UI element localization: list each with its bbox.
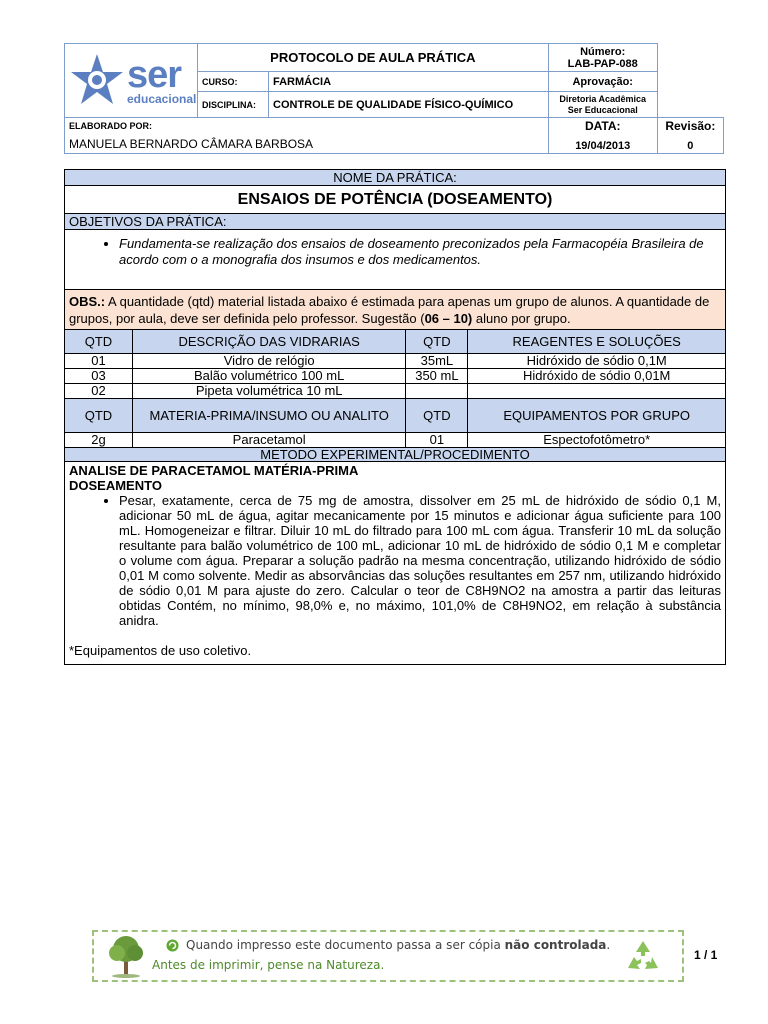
table-row bbox=[65, 384, 726, 399]
col-qtd2-header: QTD bbox=[406, 330, 468, 354]
col-equipamentos-header: EQUIPAMENTOS POR GRUPO bbox=[468, 399, 726, 433]
reagente-cell: Hidróxido de sódio 0,01M bbox=[468, 369, 726, 384]
equipamento-cell: Espectofotômetro* bbox=[468, 433, 726, 448]
footnote: *Equipamentos de uso coletivo. bbox=[69, 643, 252, 658]
qtd-cell: 03 bbox=[65, 369, 133, 384]
numero-cell bbox=[548, 44, 657, 72]
numero-value: LAB-PAP-088 bbox=[567, 57, 638, 70]
data-label: DATA: bbox=[584, 119, 621, 133]
aprovacao-line1: Diretoria Acadêmica bbox=[559, 93, 647, 104]
revisao-label: Revisão: bbox=[665, 119, 716, 133]
col-qtd4-header: QTD bbox=[406, 399, 468, 433]
header-table bbox=[64, 43, 724, 154]
objectives-cell bbox=[65, 230, 726, 290]
data-cell bbox=[548, 118, 657, 154]
aprovacao-label: Aprovação: bbox=[548, 72, 657, 92]
objectives-label: OBJETIVOS DA PRÁTICA: bbox=[65, 214, 726, 230]
method-label: METODO EXPERIMENTAL/PROCEDIMENTO bbox=[65, 448, 726, 462]
practice-name: ENSAIOS DE POTÊNCIA (DOSEAMENTO) bbox=[65, 186, 726, 214]
table-row bbox=[65, 369, 726, 384]
obs-cell bbox=[65, 290, 726, 330]
revisao-value: 0 bbox=[687, 140, 694, 152]
method-subheading: DOSEAMENTO bbox=[69, 478, 162, 493]
vidraria-cell: Vidro de relógio bbox=[132, 354, 406, 369]
footer-banner bbox=[92, 930, 684, 982]
method-cell bbox=[65, 462, 726, 665]
obs-suggestion: 06 – 10) bbox=[424, 310, 473, 326]
qtd-cell: 01 bbox=[65, 354, 133, 369]
elaborado-value: MANUELA BERNARDO CÂMARA BARBOSA bbox=[69, 137, 314, 151]
page-number: 1 / 1 bbox=[694, 948, 718, 962]
col-qtd3-header: QTD bbox=[65, 399, 133, 433]
qtd-cell: 2g bbox=[65, 433, 133, 448]
col-qtd-header: QTD bbox=[65, 330, 133, 354]
logo-wordmark: ser bbox=[127, 53, 182, 96]
obs-text: A quantidade (qtd) material listada abaixo é estimada para apenas um grupo de alunos. A quantidade de grupos, por aula, deve ser definida pelo professor. Sugestão ( bbox=[69, 293, 710, 326]
recycle-badge-icon bbox=[166, 939, 179, 952]
procedure-item: • Pesar, exatamente, cerca de 75 mg de amostra, dissolver em 25 mL de hidróxido de sódio 0,1 M, adicionar 50 mL de água, agitar mecanicamente por 15 minutos e adicionar água suficiente para 100 mL. Homogeneizar e filtrar. Diluir 10 mL do filtrado para 100 mL com água. Transferir 10 mL da solução resultante para balão volumétrico de 100 mL, adicionar 10 mL de hidróxido de sódio 0,1 M e completar o volume com água. Preparar a solução padrão na mesma concentração, utilizando hidróxido de sódio 0,01 M como solvente. Medir as absorvâncias das soluções resultantes em 257 nm, utilizando hidróxido de sódio 0,01 M para ajuste do zero. Calcular o teor de C8H9NO2 na amostra a partir das leituras obtidas Contém, no mínimo, 98,0% e, no máximo, 101,0% de C8H9NO2, em relação à substância anidra. bbox=[119, 493, 721, 628]
revisao-cell bbox=[657, 118, 723, 154]
qtd-cell: 01 bbox=[406, 433, 468, 448]
practice-table bbox=[64, 169, 726, 665]
reagente-cell: Hidróxido de sódio 0,1M bbox=[468, 354, 726, 369]
col-materia-prima-header: MATERIA-PRIMA/INSUMO OU ANALITO bbox=[132, 399, 406, 433]
qtd-cell: 02 bbox=[65, 384, 133, 399]
qtd-cell: 350 mL bbox=[406, 369, 468, 384]
elaborado-cell bbox=[65, 118, 549, 154]
vidraria-cell: Balão volumétrico 100 mL bbox=[132, 369, 406, 384]
footer-line2: Antes de imprimir, pense na Natureza. bbox=[152, 958, 385, 972]
qtd-cell: 35mL bbox=[406, 354, 468, 369]
materia-prima-cell: Paracetamol bbox=[132, 433, 406, 448]
table-row bbox=[65, 433, 726, 448]
star-logo-icon bbox=[69, 52, 125, 110]
aprovacao-value bbox=[548, 92, 657, 118]
footer-line1-text: Quando impresso este documento passa a ser cópia bbox=[186, 938, 505, 952]
footer-line1 bbox=[186, 938, 610, 952]
logo-subtitle: educacional bbox=[127, 91, 197, 106]
curso-label: CURSO: bbox=[198, 72, 269, 92]
footer-line1-bold: não controlada bbox=[504, 938, 607, 952]
col-reagentes-header: REAGENTES E SOLUÇÕES bbox=[468, 330, 726, 354]
objective-item: • Fundamenta-se realização dos ensaios de doseamento preconizados pela Farmacopéia Brasileira de acordo com o a monografia dos insumos e dos medicamentos. bbox=[119, 236, 721, 268]
data-value: 19/04/2013 bbox=[575, 140, 631, 152]
col-vidrarias-header: DESCRIÇÃO DAS VIDRARIAS bbox=[132, 330, 406, 354]
vidraria-cell: Pipeta volumétrica 10 mL bbox=[132, 384, 406, 399]
aprovacao-line2: Ser Educacional bbox=[567, 104, 638, 115]
numero-label: Número: bbox=[580, 45, 626, 58]
reagente-cell bbox=[468, 384, 726, 399]
table-row bbox=[65, 354, 726, 369]
method-heading: ANALISE DE PARACETAMOL MATÉRIA-PRIMA bbox=[69, 463, 359, 478]
disciplina-label: DISCIPLINA: bbox=[198, 92, 269, 118]
recycle-icon bbox=[624, 938, 662, 974]
qtd-cell bbox=[406, 384, 468, 399]
curso-value: FARMÁCIA bbox=[269, 72, 549, 92]
logo-cell bbox=[65, 44, 198, 118]
obs-label: OBS.: bbox=[69, 293, 106, 309]
tree-icon bbox=[106, 933, 146, 979]
protocol-title: PROTOCOLO DE AULA PRÁTICA bbox=[198, 44, 549, 72]
footer-line1-end: . bbox=[606, 938, 611, 952]
obs-text-end: aluno por grupo. bbox=[472, 310, 571, 326]
elaborado-label: ELABORADO POR: bbox=[69, 121, 152, 131]
disciplina-value: CONTROLE DE QUALIDADE FÍSICO-QUÍMICO bbox=[269, 92, 549, 118]
practice-name-label: NOME DA PRÁTICA: bbox=[65, 170, 726, 186]
